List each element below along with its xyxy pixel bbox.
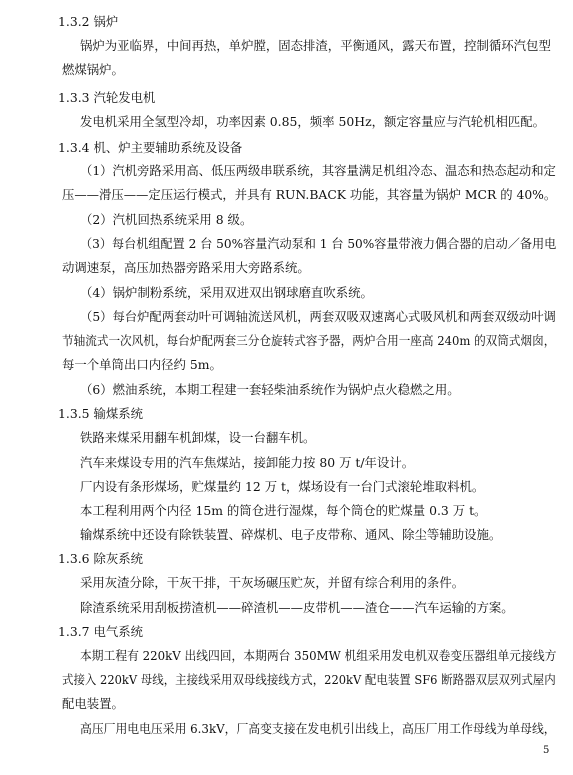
paragraph-line: 锅炉为亚临界，中间再热，单炉膛，固态排渣，平衡通风，露天布置，控制循环汽包型 [80,38,551,53]
paragraph-line: 除渣系统采用刮板捞渣机——碎渣机——皮带机——渣仓——汽车运输的方案。 [80,600,514,615]
paragraph-line: （6）燃油系统，本期工程建一套轻柴油系统作为锅炉点火稳燃之用。 [80,382,460,397]
page-number: 5 [543,745,550,756]
paragraph-line: 高压厂用电电压采用 6.3kV，厂高变支接在发电机引出线上，高压厂用工作母线为单母线， [80,721,556,736]
paragraph-line: 配电装置。 [62,696,124,711]
paragraph-line: 式接入 220kV 母线，主接线采用双母线接线方式，220kV 配电装置 SF6 断路器双层双列式屋内 [62,672,556,687]
paragraph-line: （3）每台机组配置 2 台 50%容量汽动泵和 1 台 50%容量带液力偶合器的启动／备用电 [80,236,557,251]
paragraph-line: （5）每台炉配两套动叶可调轴流送风机，两套双吸双速离心式吸风机和两套双级动叶调 [80,309,556,324]
paragraph-line: 输煤系统中还设有除铁装置、碎煤机、电子皮带称、通风、除尘等辅助设施。 [80,527,502,542]
paragraph-line: 每一个单筒出口内径约 5m。 [62,357,222,372]
section-heading-ash-handling: 1.3.6 除灰系统 [58,551,144,566]
section-heading-coal-handling: 1.3.5 输煤系统 [58,406,144,421]
paragraph-line: 厂内设有条形煤场，贮煤量约 12 万 t，煤场设有一台门式滚轮堆取料机。 [80,479,485,494]
paragraph-line: 汽车来煤设专用的汽车焦煤站，接卸能力按 80 万 t/年设计。 [80,455,415,470]
section-heading-auxiliary-systems: 1.3.4 机、炉主要辅助系统及设备 [58,140,243,155]
section-heading-turbine-generator: 1.3.3 汽轮发电机 [58,90,156,105]
paragraph-line: （4）锅炉制粉系统，采用双进双出钢球磨直吹系统。 [80,285,373,300]
section-heading-boiler: 1.3.2 锅炉 [58,14,119,29]
paragraph-line: 动调速泵，高压加热器旁路采用大旁路系统。 [62,260,310,275]
paragraph-line: 压——滑压——定压运行模式，并具有 RUN.BACK 功能，其容量为锅炉 MCR 的 40%。 [62,187,557,202]
paragraph-line: 本期工程有 220kV 出线四回，本期两台 350MW 机组采用发电机双卷变压器组单元接线方 [80,648,557,663]
paragraph-line: 节轴流式一次风机，每台炉配两套三分仓旋转式容予器，两炉合用一座高 240m 的双筒式烟囱， [62,333,556,348]
paragraph-line: 采用灰渣分除，干灰干排，干灰场碾压贮灰，并留有综合利用的条件。 [80,575,465,590]
paragraph-line: 燃煤锅炉。 [62,62,124,77]
paragraph-line: 发电机采用全氢型冷却，功率因素 0.85，频率 50Hz，额定容量应与汽轮机相匹配。 [80,114,546,129]
paragraph-line: （2）汽机回热系统采用 8 级。 [80,212,253,227]
section-heading-electrical: 1.3.7 电气系统 [58,624,144,639]
paragraph-line: 铁路来煤采用翻车机卸煤，设一台翻车机。 [80,430,316,445]
paragraph-line: （1）汽机旁路采用高、低压两级串联系统，其容量满足机组冷态、温态和热态起动和定 [80,163,556,178]
paragraph-line: 本工程利用两个内径 15m 的筒仓进行湿煤，每个筒仓的贮煤量 0.3 万 t。 [80,503,487,518]
